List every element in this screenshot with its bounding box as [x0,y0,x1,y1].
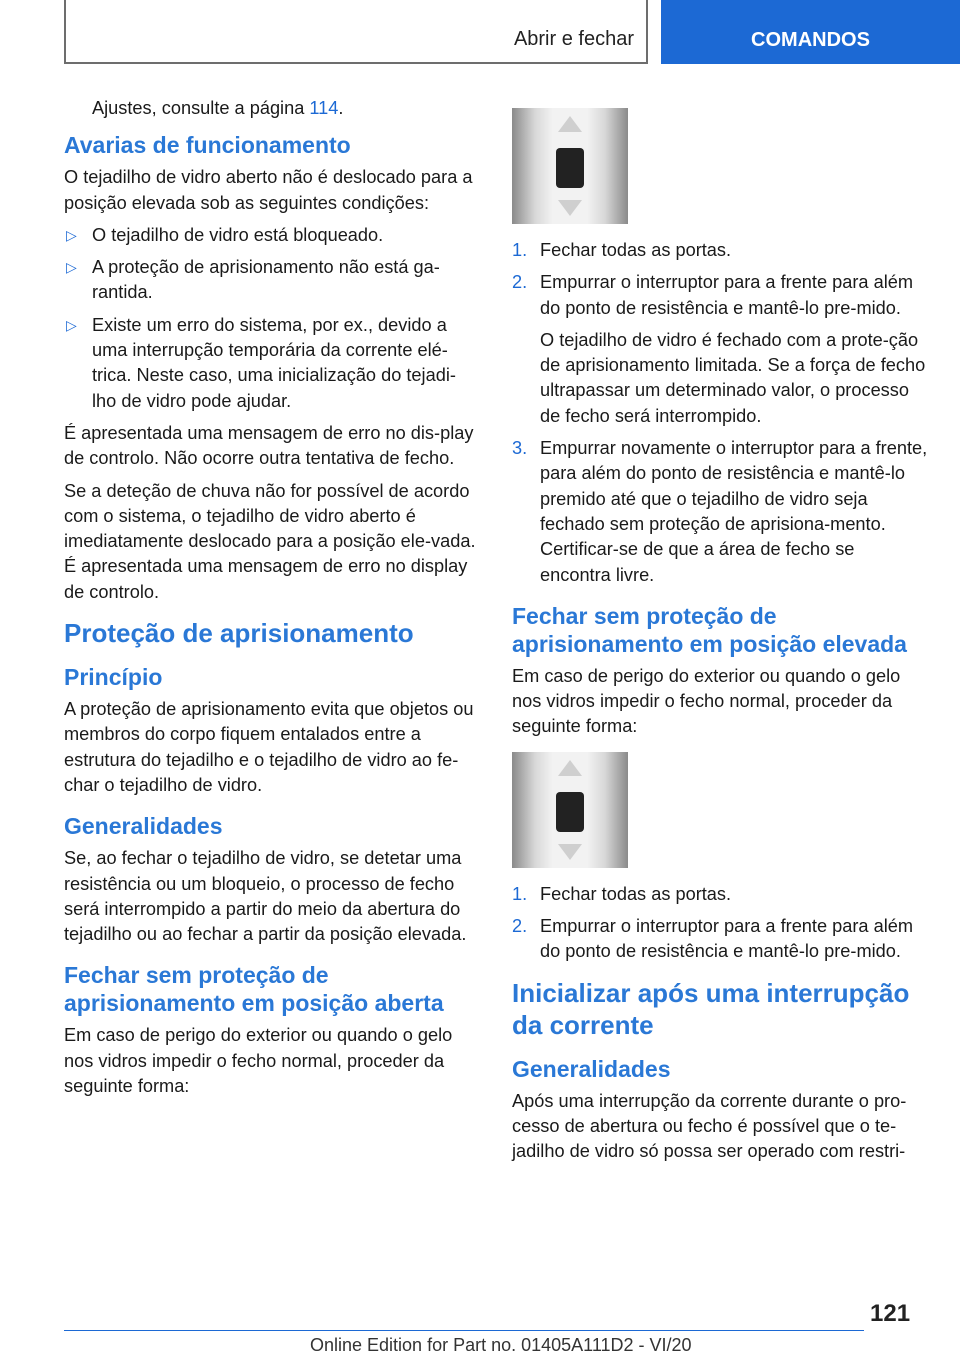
triangle-bullet-icon: ▷ [66,259,77,276]
avarias-paragraph-3: Se a deteção de chuva não for possível de acordo com o sistema, o tejadilho de vidro aberto é imediatamente deslocado para a posição ele-vada. É apresentada uma mensagem de erro no display de controlo. [64,480,476,602]
arrow-down-icon [558,200,582,216]
list-item [512,238,928,263]
list-item [64,255,480,306]
footer-divider [64,1330,864,1331]
list-item [64,313,480,414]
step-number: 1. [512,240,528,260]
fechar-elevada-paragraph: Em caso de perigo do exterior ou quando o gelo nos vidros impedir o fecho normal, proceder da seguinte forma: [512,665,901,737]
principio-paragraph: A proteção de aprisionamento evita que objetos ou membros do corpo fiquem entalados entre a estrutura do tejadilho e o tejadilho de vidro ao fe-char o tejadilho de vidro. [64,699,474,795]
list-item [512,436,928,588]
triangle-bullet-icon: ▷ [66,316,77,333]
switch-panel [556,792,584,832]
bullet-text: O tejadilho de vidro está bloqueado. [92,224,384,245]
page-link[interactable]: 114 [309,98,339,118]
step-text: Fechar todas as portas. [540,240,732,260]
generalidades-2-paragraph: Após uma interrupção da corrente durante o pro-cesso de abertura ou fecho é possível que o te-jadilho de vidro só possa ser operado com restri- [512,1090,907,1162]
step-note: O tejadilho de vidro é fechado com a prote-ção de aprisionamento limitada. Se a força de fecho ultrapassar um determinado valor, o processo de fecho será interrompido. [540,329,926,426]
intro-text: Ajustes, consulte a página [92,98,310,118]
switch-illustration [512,108,628,224]
fechar-aberta-paragraph: Em caso de perigo do exterior ou quando o gelo nos vidros impedir o fecho normal, proceder da seguinte forma: [64,1025,453,1097]
step-number: 3. [512,438,528,459]
avarias-paragraph-2: É apresentada uma mensagem de erro no dis-play de controlo. Não ocorre outra tentativa de fecho. [64,422,474,469]
page-number: 121 [870,1300,911,1327]
heading-inicializar: Inicializar após uma interrupção da corrente [512,977,910,1040]
heading-avarias: Avarias de funcionamento [64,132,351,159]
arrow-down-icon [558,844,582,860]
bullet-text: Existe um erro do sistema, por ex., devido a uma interrupção temporária da corrente elé-trica. Neste caso, uma inicialização do tejadi-lho de vidro pode ajudar. [92,314,456,411]
right-column [512,96,928,1172]
chapter-tab: COMANDOS [661,0,960,64]
arrow-up-icon [558,760,582,776]
intro-paragraph [64,96,480,121]
step-number: 2. [512,916,528,937]
heading-generalidades-2: Generalidades [512,1055,671,1082]
edition-footer: Online Edition for Part no. 01405A111D2 - VI/20 [310,1335,692,1355]
step-text: Fechar todas as portas. [540,883,732,904]
step-number: 1. [512,883,528,904]
list-item [64,223,480,248]
arrow-up-icon [558,116,582,132]
step-text: Empurrar novamente o interruptor para a frente, para além do ponto de resistência e mantê-lo premido até que o tejadilho de vidro seja fechado sem proteção de aprisiona-mento. Certificar-se de que a área de fecho se encontra livre. [540,438,928,585]
heading-fechar-aberta: Fechar sem proteção de aprisionamento em posição aberta [64,962,444,1017]
switch-panel [556,148,584,188]
left-column [64,96,480,1106]
list-item [512,270,928,429]
heading-protecao: Proteção de aprisionamento [64,618,414,649]
list-item [512,914,928,965]
intro-suffix: . [338,98,344,118]
switch-illustration [512,752,628,868]
generalidades-paragraph: Se, ao fechar o tejadilho de vidro, se detetar uma resistência ou um bloqueio, o processo de fecho será interrompido a partir do meio da abertura do tejadilho ou ao fechar a partir da posição elevada. [64,848,467,945]
bullet-text: A proteção de aprisionamento não está ga-rantida. [92,257,440,303]
step-text: Empurrar o interruptor para a frente para além do ponto de resistência e mantê-lo pre-mido. [540,916,914,962]
heading-generalidades: Generalidades [64,813,223,840]
header-bar [64,0,648,64]
heading-fechar-elevada: Fechar sem proteção de aprisionamento em posição elevada [512,602,907,657]
section-title: Abrir e fechar [513,28,634,50]
heading-principio: Princípio [64,664,163,691]
triangle-bullet-icon: ▷ [66,226,77,243]
step-number: 2. [512,272,528,293]
avarias-paragraph-1: O tejadilho de vidro aberto não é deslocado para a posição elevada sob as seguintes condições: [64,167,473,213]
step-text: Empurrar o interruptor para a frente para além do ponto de resistência e mantê-lo pre-mido. [540,272,914,318]
list-item [512,882,928,907]
